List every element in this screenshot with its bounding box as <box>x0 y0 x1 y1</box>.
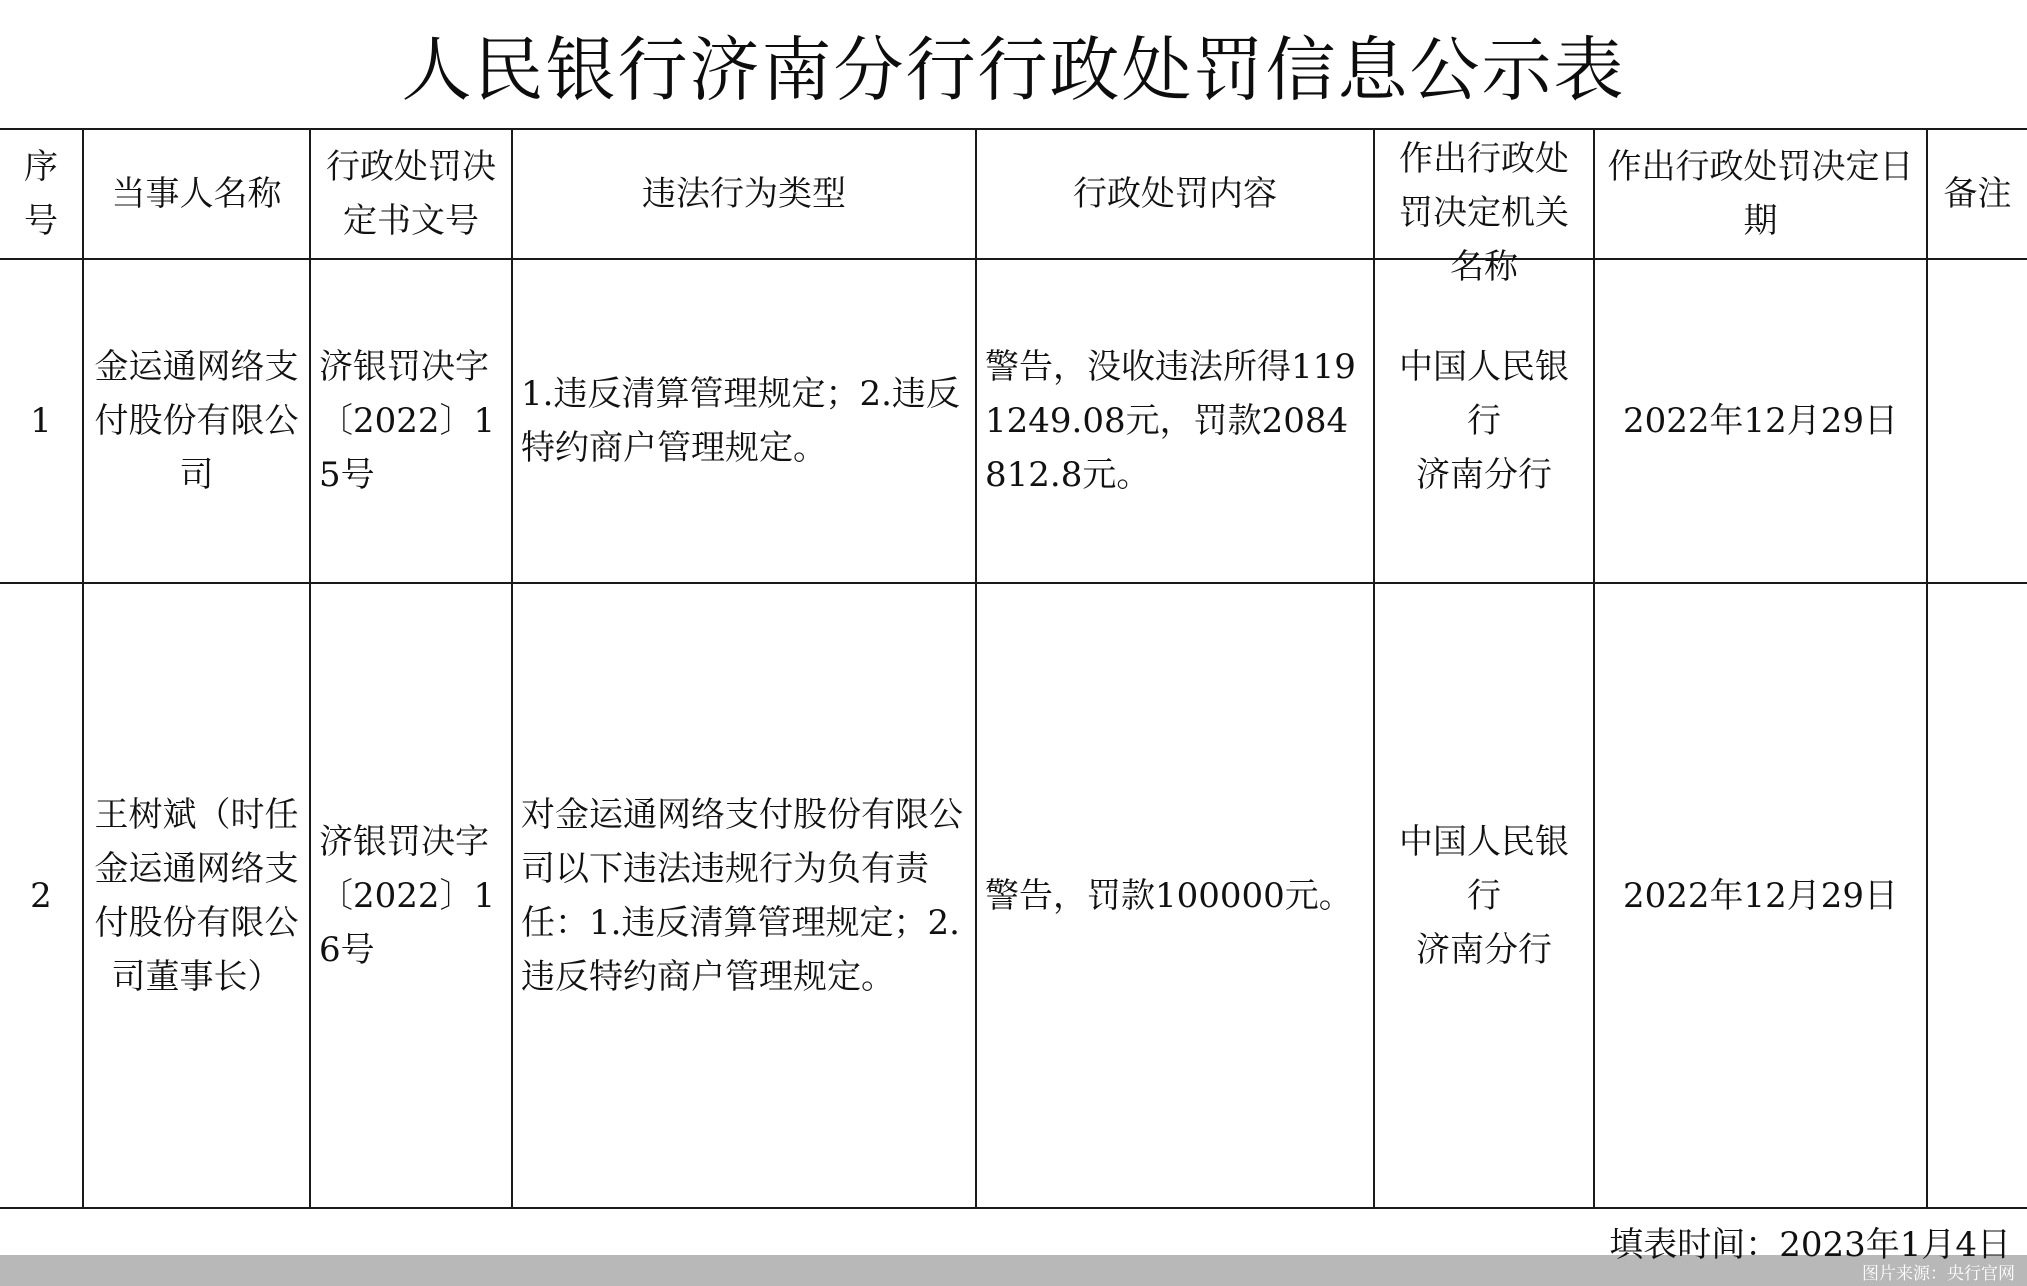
cell-doc-no: 济银罚决字〔2022〕16号 <box>310 583 512 1208</box>
cell-date: 2022年12月29日 <box>1594 259 1927 583</box>
cell-remark <box>1927 583 2027 1208</box>
table-row <box>0 583 2027 1208</box>
cell-seq: 2 <box>0 583 83 1208</box>
authority-line: 中国人民银行 <box>1399 821 1569 916</box>
cell-content: 警告，罚款100000元。 <box>976 583 1374 1208</box>
header-party: 当事人名称 <box>83 129 310 259</box>
cell-party: 王树斌（时任金运通网络支付股份有限公司董事长） <box>83 583 310 1208</box>
authority-line: 济南分行 <box>1416 929 1552 970</box>
authority-line: 济南分行 <box>1416 455 1552 495</box>
document-title: 人民银行济南分行行政处罚信息公示表 <box>401 28 1626 111</box>
cell-violation: 1.违反清算管理规定；2.违反特约商户管理规定。 <box>512 259 976 583</box>
cell-doc-no: 济银罚决字〔2022〕15号 <box>310 259 512 583</box>
cell-content: 警告，没收违法所得1191249.08元，罚款2084812.8元。 <box>976 259 1374 583</box>
header-violation: 违法行为类型 <box>512 129 976 259</box>
fill-date: 填表时间：2023年1月4日 <box>1609 1225 2011 1265</box>
cell-violation: 对金运通网络支付股份有限公司以下违法违规行为负有责任：1.违反清算管理规定；2.违反特约商户管理规定。 <box>512 583 976 1208</box>
cell-authority <box>1374 583 1594 1208</box>
penalty-table <box>0 128 2027 1209</box>
header-content: 行政处罚内容 <box>976 129 1374 259</box>
image-source-watermark: 图片来源：央行官网 <box>1862 1264 2015 1284</box>
cell-date: 2022年12月29日 <box>1594 583 1927 1208</box>
cell-remark <box>1927 259 2027 583</box>
header-seq: 序号 <box>0 129 83 259</box>
authority-line: 中国人民银行 <box>1399 347 1569 441</box>
header-doc-no: 行政处罚决定书文号 <box>310 129 512 259</box>
header-remark: 备注 <box>1927 129 2027 259</box>
cell-party: 金运通网络支付股份有限公司 <box>83 259 310 583</box>
table-header-row <box>0 129 2027 259</box>
table-row <box>0 259 2027 583</box>
cell-authority <box>1374 259 1594 583</box>
header-date: 作出行政处罚决定日期 <box>1594 129 1927 259</box>
header-authority: 作出行政处罚决定机关名称 <box>1374 129 1594 259</box>
cell-seq: 1 <box>0 259 83 583</box>
